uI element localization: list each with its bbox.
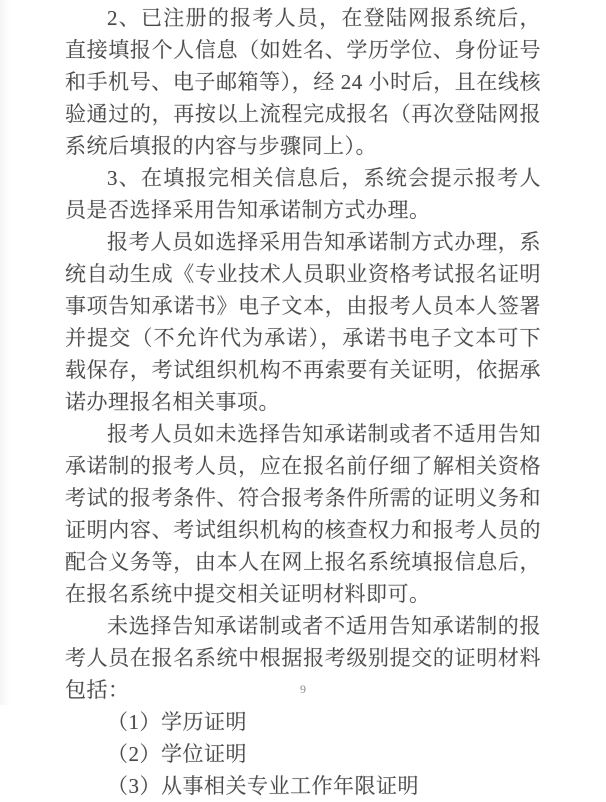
page-number: 9	[300, 682, 306, 696]
list-item-work-years-certificate: （3）从事相关专业工作年限证明	[107, 774, 419, 798]
paragraph-materials-intro: 未选择告知承诺制或者不适用告知承诺制的报考人员在报名系统中根据报考级别提交的证明材料包括：	[65, 614, 541, 702]
list-item-education-certificate: （1）学历证明	[107, 710, 247, 734]
list-item-degree-certificate: （2）学位证明	[107, 742, 247, 766]
paragraph-system-prompt: 3、在填报完相关信息后，系统会提示报考人员是否选择采用告知承诺制方式办理。	[65, 166, 541, 222]
paragraph-registered-users: 2、已注册的报考人员，在登陆网报系统后，直接填报个人信息（如姓名、学历学位、身份证号和手机号、电子邮箱等），经 24 小时后，且在线核验通过的，再按以上流程完成报名（再次登陆网报系统后填报的内容与步骤同上）。	[65, 6, 541, 158]
paragraph-commitment-selected: 报考人员如选择采用告知承诺制方式办理，系统自动生成《专业技术人员职业资格考试报名证明事项告知承诺书》电子文本，由报考人员本人签署并提交（不允许代为承诺），承诺书电子文本可下载保存，考试组织机构不再索要有关证明，依据承诺办理报名相关事项。	[65, 230, 541, 414]
paragraph-commitment-not-selected: 报考人员如未选择告知承诺制或者不适用告知承诺制的报考人员，应在报名前仔细了解相关资格考试的报考条件、符合报考条件所需的证明义务和证明内容、考试组织机构的核查权力和报考人员的配合义务等，由本人在网上报名系统填报信息后，在报名系统中提交相关证明材料即可。	[65, 422, 541, 606]
